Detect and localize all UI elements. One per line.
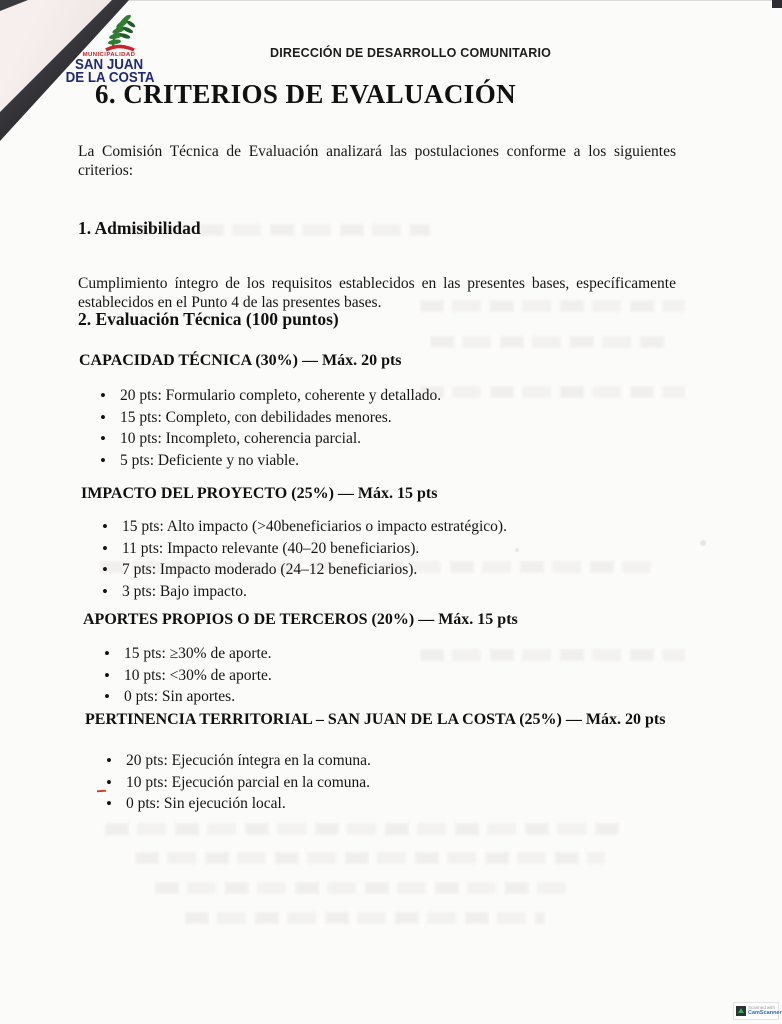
bullet-icon bbox=[106, 772, 112, 795]
criterion-heading-capacidad-tecnica: CAPACIDAD TÉCNICA (30%) — Máx. 20 pts bbox=[79, 352, 402, 369]
bleed-through-artifact bbox=[105, 823, 620, 835]
list-item: • 10 pts: Ejecución parcial en la comuna. bbox=[106, 772, 371, 794]
criterion-list-capacidad-tecnica bbox=[100, 385, 441, 471]
criterion-heading-pertinencia-territorial: PERTINENCIA TERRITORIAL – SAN JUAN DE LA COSTA (25%) — Máx. 20 pts bbox=[85, 711, 666, 728]
camscanner-watermark bbox=[733, 1002, 782, 1020]
logo-text-line1: SAN JUAN bbox=[74, 57, 144, 73]
list-item: • 10 pts: <30% de aporte. bbox=[104, 665, 272, 687]
section-heading-admisibilidad: 1. Admisibilidad bbox=[78, 218, 201, 238]
bullet-icon bbox=[102, 538, 108, 561]
list-item: • 5 pts: Deficiente y no viable. bbox=[100, 450, 441, 472]
bullet-icon bbox=[100, 428, 106, 451]
header-department: DIRECCIÓN DE DESARROLLO COMUNITARIO bbox=[270, 46, 552, 60]
intro-paragraph: La Comisión Técnica de Evaluación analizará las postulaciones conforme a los siguientes criterios: bbox=[78, 142, 676, 179]
bullet-icon bbox=[106, 793, 112, 816]
bullet-icon bbox=[104, 665, 110, 688]
list-item: • 10 pts: Incompleto, coherencia parcial. bbox=[100, 428, 441, 450]
bullet-icon bbox=[100, 385, 106, 408]
bullet-icon bbox=[106, 750, 112, 773]
list-item: • 20 pts: Formulario completo, coherente y detallado. bbox=[100, 385, 441, 407]
list-item: • 15 pts: ≥30% de aporte. bbox=[104, 643, 272, 665]
logo-text-line2: DE LA COSTA bbox=[65, 70, 155, 86]
list-item: • 0 pts: Sin aportes. bbox=[104, 686, 272, 708]
list-item: • 15 pts: Alto impacto (>40beneficiarios o impacto estratégico). bbox=[102, 516, 507, 538]
bullet-icon bbox=[102, 516, 108, 539]
bleed-through-artifact bbox=[135, 852, 605, 864]
list-item: • 0 pts: Sin ejecución local. bbox=[106, 793, 371, 815]
list-item: • 15 pts: Completo, con debilidades menores. bbox=[100, 407, 441, 429]
bleed-through-artifact bbox=[185, 912, 545, 924]
criterion-heading-aportes: APORTES PROPIOS O DE TERCEROS (20%) — Máx. 15 pts bbox=[83, 611, 518, 628]
criterion-heading-impacto-proyecto: IMPACTO DEL PROYECTO (25%) — Máx. 15 pts bbox=[81, 485, 438, 502]
scan-speck bbox=[700, 540, 706, 546]
bleed-through-artifact bbox=[155, 882, 575, 894]
bleed-through-artifact bbox=[420, 649, 685, 661]
bullet-icon bbox=[104, 686, 110, 709]
document-title: 6. CRITERIOS DE EVALUACIÓN bbox=[95, 79, 516, 109]
list-item: • 7 pts: Impacto moderado (24–12 beneficiarios). bbox=[102, 559, 507, 581]
list-item: • 3 pts: Bajo impacto. bbox=[102, 581, 507, 603]
bullet-icon bbox=[104, 643, 110, 666]
criterion-list-pertinencia-territorial bbox=[106, 750, 371, 815]
watermark-line1: Scanned with bbox=[748, 1005, 776, 1010]
watermark-line2: CamScanner bbox=[748, 1009, 782, 1016]
bullet-icon bbox=[100, 407, 106, 430]
camscanner-logo-icon bbox=[736, 1006, 746, 1016]
bullet-icon bbox=[102, 581, 108, 604]
bullet-icon bbox=[100, 450, 106, 473]
list-item: • 11 pts: Impacto relevante (40–20 beneficiarios). bbox=[102, 538, 507, 560]
scan-speck bbox=[515, 548, 519, 552]
admisibilidad-paragraph: Cumplimiento íntegro de los requisitos establecidos en las presentes bases, específicamente establecidos en el Punto 4 de las presentes bases. bbox=[78, 274, 676, 311]
bullet-icon bbox=[102, 559, 108, 582]
criterion-list-impacto-proyecto bbox=[102, 516, 507, 602]
red-pen-mark bbox=[97, 790, 106, 793]
list-item: • 20 pts: Ejecución íntegra en la comuna. bbox=[106, 750, 371, 772]
bleed-through-artifact bbox=[430, 336, 670, 348]
logo-banner-text: MUNICIPALIDAD bbox=[82, 52, 136, 58]
top-right-scan-mark bbox=[772, 0, 782, 8]
section-heading-evaluacion-tecnica: 2. Evaluación Técnica (100 puntos) bbox=[78, 309, 339, 329]
criterion-list-aportes bbox=[104, 643, 272, 708]
bleed-through-artifact bbox=[420, 386, 685, 398]
